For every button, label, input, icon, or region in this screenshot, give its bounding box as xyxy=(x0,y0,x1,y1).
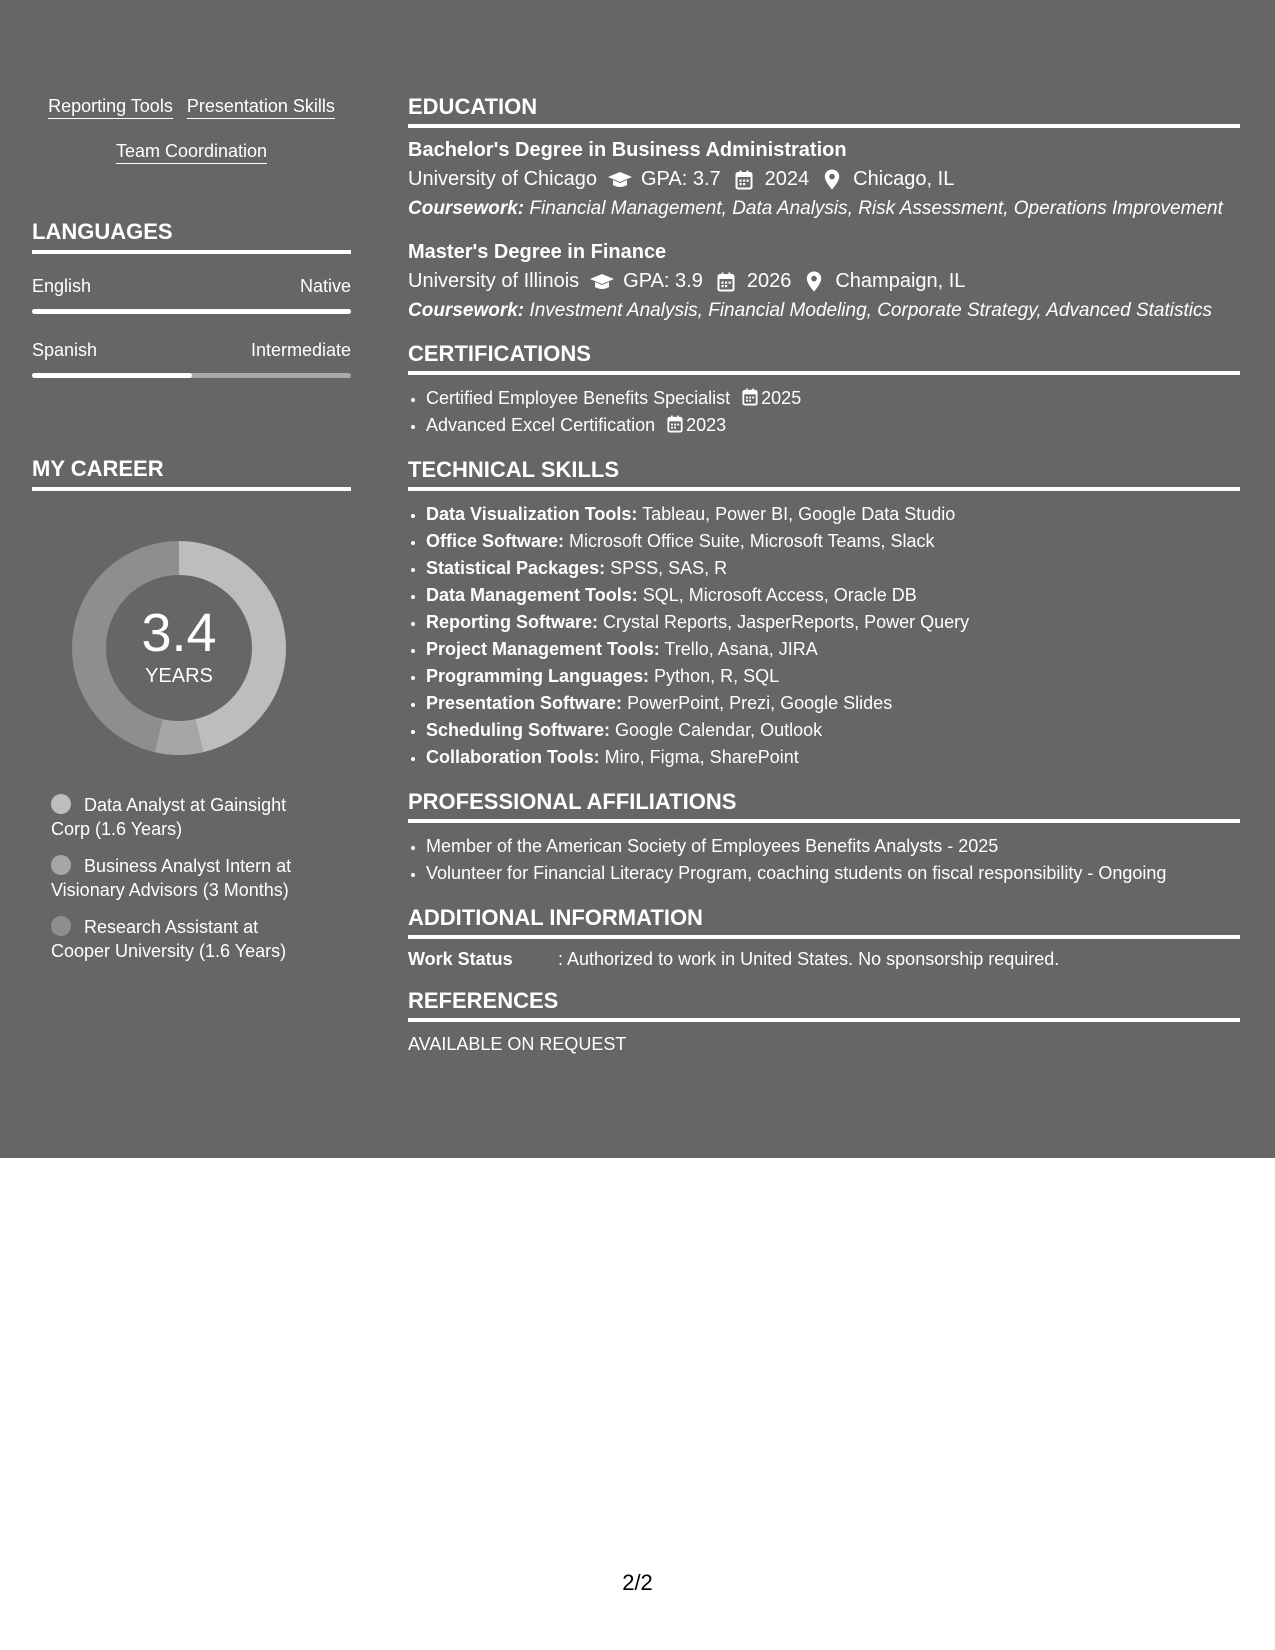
skill-label: Statistical Packages: xyxy=(426,558,606,578)
gpa: GPA: 3.7 xyxy=(640,168,721,190)
language-bar-fill xyxy=(32,373,192,378)
certification-item xyxy=(426,385,1240,412)
coursework-label: Coursework: xyxy=(408,300,525,321)
skill-value: Crystal Reports, JasperReports, Power Query xyxy=(603,612,970,632)
calendar-icon xyxy=(713,271,739,293)
certifications-section xyxy=(408,341,1240,439)
skill-value: Python, R, SQL xyxy=(654,666,780,686)
career-legend xyxy=(51,793,321,963)
coursework xyxy=(408,197,1240,221)
career-section xyxy=(32,456,351,963)
language-level: Native xyxy=(299,276,351,296)
career-job-text: Research Assistant at Cooper University (1.6 Years) xyxy=(51,917,287,961)
affiliation-item: • Volunteer for Financial Literacy Program, coaching students on fiscal responsibility - Ongoing xyxy=(426,860,1240,887)
certification-year: 2023 xyxy=(686,415,727,435)
skill-item xyxy=(426,555,1240,582)
work-status-row xyxy=(408,949,1240,970)
graduation-year: 2024 xyxy=(764,168,810,190)
career-total-unit: YEARS xyxy=(145,665,213,687)
skill-label: Programming Languages: xyxy=(426,666,650,686)
technical-skills-heading: TECHNICAL SKILLS xyxy=(408,457,1240,491)
additional-info-heading: ADDITIONAL INFORMATION xyxy=(408,905,1240,939)
donut-segment-2 xyxy=(159,736,200,738)
skill-tag: Reporting Tools xyxy=(48,95,173,119)
education-meta xyxy=(408,168,1240,191)
school-location: Chicago, IL xyxy=(853,168,955,190)
skill-value: Tableau, Power BI, Google Data Studio xyxy=(642,504,956,524)
skill-label: Collaboration Tools: xyxy=(426,747,600,767)
graduation-cap-icon xyxy=(589,271,615,293)
graduation-cap-icon xyxy=(607,169,633,191)
technical-skills-section xyxy=(408,457,1240,771)
education-meta xyxy=(408,270,1240,293)
skill-item xyxy=(426,582,1240,609)
certifications-list xyxy=(408,385,1240,439)
career-total-years: 3.4 xyxy=(141,603,217,663)
career-legend-item xyxy=(51,915,321,963)
affiliations-section xyxy=(408,789,1240,887)
left-column xyxy=(32,84,351,976)
career-legend-item xyxy=(51,793,321,841)
school-name: University of Illinois xyxy=(408,270,580,292)
degree-title: Master's Degree in Finance xyxy=(408,241,667,263)
calendar-icon xyxy=(731,169,757,191)
certifications-heading: CERTIFICATIONS xyxy=(408,341,1240,375)
skill-value: Trello, Asana, JIRA xyxy=(664,639,818,659)
skill-value: SQL, Microsoft Access, Oracle DB xyxy=(642,585,917,605)
skill-item xyxy=(426,501,1240,528)
work-status-label: Work Status xyxy=(408,949,513,969)
skill-item xyxy=(426,663,1240,690)
coursework-label: Coursework: xyxy=(408,198,525,219)
certification-item xyxy=(426,412,1240,439)
graduation-year: 2026 xyxy=(746,270,792,292)
gpa: GPA: 3.9 xyxy=(623,270,703,292)
work-status-value: : Authorized to work in United States. No sponsorship required. xyxy=(558,949,1060,969)
calendar-icon xyxy=(742,388,758,406)
map-pin-icon xyxy=(819,169,845,191)
career-legend-item xyxy=(51,854,321,902)
certification-name: Certified Employee Benefits Specialist xyxy=(426,388,731,408)
skill-label: Data Visualization Tools: xyxy=(426,504,638,524)
skill-tag: Team Coordination xyxy=(116,140,267,164)
calendar-icon xyxy=(667,415,683,433)
skill-item xyxy=(426,609,1240,636)
skill-item xyxy=(426,528,1240,555)
skill-tags xyxy=(32,84,351,174)
additional-info-section xyxy=(408,905,1240,970)
skill-value: Google Calendar, Outlook xyxy=(615,720,823,740)
languages-heading: LANGUAGES xyxy=(32,219,351,254)
career-job-text: Business Analyst Intern at Visionary Advisors (3 Months) xyxy=(51,856,292,900)
coursework xyxy=(408,299,1240,323)
legend-dot xyxy=(51,794,71,814)
map-pin-icon xyxy=(801,271,827,293)
language-item xyxy=(32,340,351,378)
education-heading: EDUCATION xyxy=(408,94,1240,128)
right-column xyxy=(408,94,1240,1055)
references-text: AVAILABLE ON REQUEST xyxy=(408,1034,627,1054)
school-location: Champaign, IL xyxy=(835,270,966,292)
skill-value: SPSS, SAS, R xyxy=(610,558,728,578)
degree-title: Bachelor's Degree in Business Administration xyxy=(408,139,847,161)
education-item xyxy=(408,139,1240,221)
coursework-text: Financial Management, Data Analysis, Risk Assessment, Operations Improvement xyxy=(529,198,1223,219)
certification-name: Advanced Excel Certification xyxy=(426,415,656,435)
skill-label: Scheduling Software: xyxy=(426,720,611,740)
skill-label: Office Software: xyxy=(426,531,565,551)
language-bar xyxy=(32,373,351,378)
skill-item xyxy=(426,690,1240,717)
references-section xyxy=(408,988,1240,1055)
skill-tag: Presentation Skills xyxy=(187,95,335,119)
career-heading: MY CAREER xyxy=(32,456,351,491)
legend-dot xyxy=(51,855,71,875)
language-level: Intermediate xyxy=(250,340,351,360)
skill-label: Data Management Tools: xyxy=(426,585,638,605)
career-job-text: Data Analyst at Gainsight Corp (1.6 Years) xyxy=(51,795,287,839)
legend-dot xyxy=(51,916,71,936)
skill-label: Reporting Software: xyxy=(426,612,599,632)
certification-year: 2025 xyxy=(761,388,802,408)
affiliation-item: • Member of the American Society of Employees Benefits Analysts - 2025 xyxy=(426,833,1240,860)
skill-label: Presentation Software: xyxy=(426,693,623,713)
skill-value: PowerPoint, Prezi, Google Slides xyxy=(627,693,893,713)
skill-item xyxy=(426,744,1240,771)
skill-label: Project Management Tools: xyxy=(426,639,660,659)
language-name: Spanish xyxy=(32,340,98,360)
technical-skills-list xyxy=(408,501,1240,771)
school-name: University of Chicago xyxy=(408,168,597,190)
skill-item xyxy=(426,717,1240,744)
education-section xyxy=(408,94,1240,323)
career-donut-chart xyxy=(64,533,294,763)
affiliations-heading: PROFESSIONAL AFFILIATIONS xyxy=(408,789,1240,823)
affiliations-list xyxy=(408,833,1240,887)
references-heading: REFERENCES xyxy=(408,988,1240,1022)
skill-item xyxy=(426,636,1240,663)
languages-section xyxy=(32,219,351,378)
language-bar xyxy=(32,309,351,314)
language-item xyxy=(32,276,351,314)
page-number: 2/2 xyxy=(622,1570,653,1595)
skill-value: Microsoft Office Suite, Microsoft Teams, Slack xyxy=(569,531,935,551)
language-name: English xyxy=(32,276,92,296)
education-item xyxy=(408,241,1240,323)
skill-value: Miro, Figma, SharePoint xyxy=(604,747,799,767)
language-bar-fill xyxy=(32,309,351,314)
coursework-text: Investment Analysis, Financial Modeling, Corporate Strategy, Advanced Statistics xyxy=(529,300,1212,321)
